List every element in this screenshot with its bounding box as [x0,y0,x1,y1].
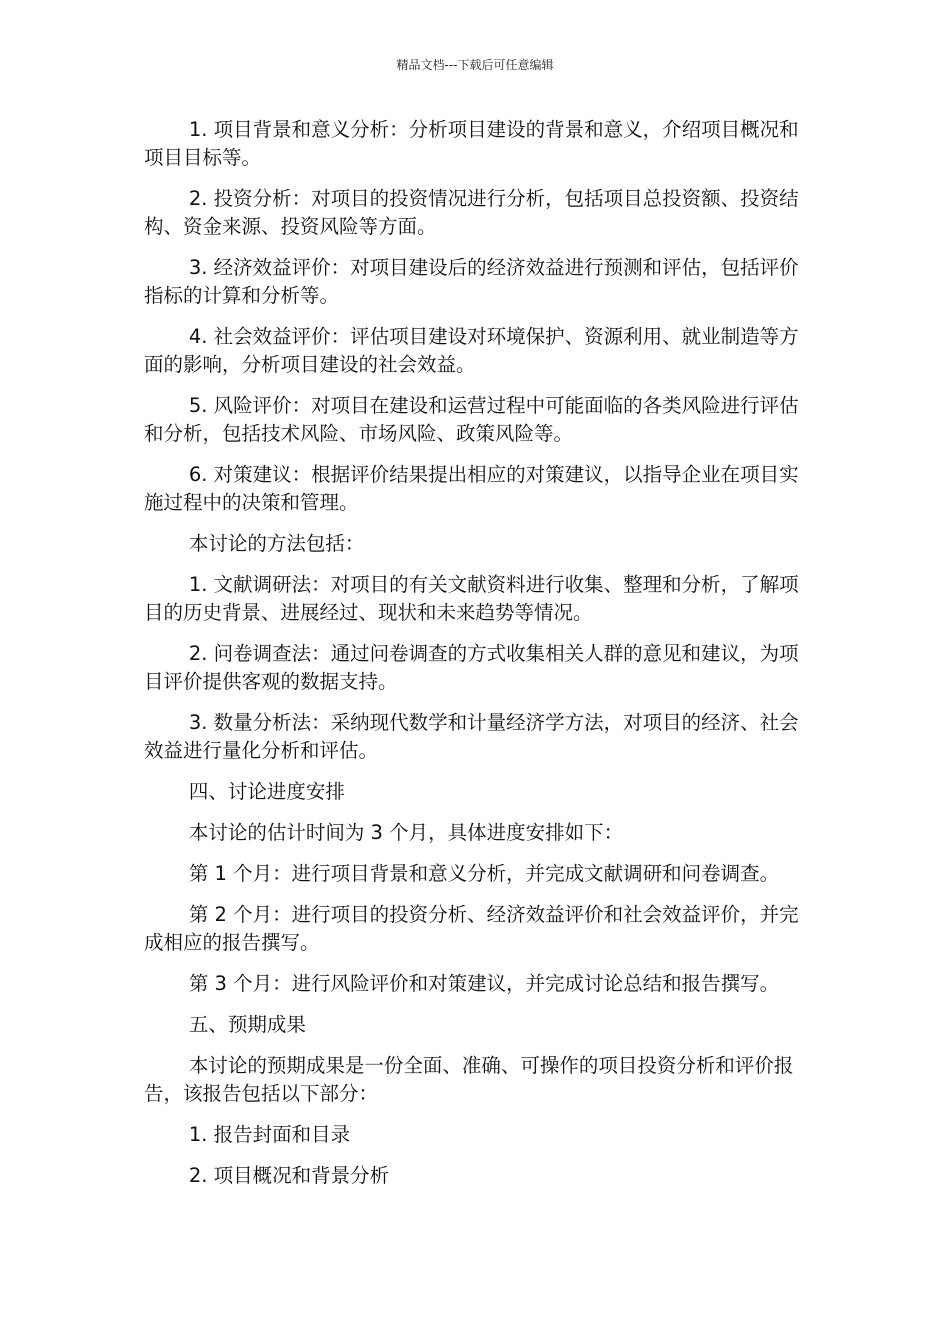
expected-results-intro: 本讨论的预期成果是一份全面、准确、可操作的项目投资分析和评价报告，该报告包括以下部分： [144,1054,794,1105]
report-part-overview: 2. 项目概况和背景分析 [188,1164,390,1187]
section-heading-schedule: 四、讨论进度安排 [188,780,345,803]
method-questionnaire: 2. 问卷调查法：通过问卷调查的方式收集相关人群的意见和建议，为项目评价提供客观的数据支持。 [144,642,799,693]
page-header: 精品文档---下载后可任意编辑 [396,58,554,72]
report-part-cover: 1. 报告封面和目录 [188,1123,351,1146]
schedule-month-2: 第 2 个月：进行项目的投资分析、经济效益评价和社会效益评价，并完成相应的报告撰写。 [144,903,799,954]
methods-intro: 本讨论的方法包括： [188,532,365,555]
list-item-risk-evaluation: 5. 风险评价：对项目在建设和运营过程中可能面临的各类风险进行评估和分析，包括技术风险、市场风险、政策风险等。 [144,394,799,445]
section-heading-expected-results: 五、预期成果 [188,1013,306,1036]
schedule-intro: 本讨论的估计时间为 3 个月，具体进度安排如下： [188,821,624,844]
method-quantitative: 3. 数量分析法：采纳现代数学和计量经济学方法，对项目的经济、社会效益进行量化分析和评估。 [144,711,799,762]
method-literature-review: 1. 文献调研法：对项目的有关文献资料进行收集、整理和分析，了解项目的历史背景、进展经过、现状和未来趋势等情况。 [144,573,799,624]
document-body [144,116,806,1203]
list-item-investment-analysis: 2. 投资分析：对项目的投资情况进行分析，包括项目总投资额、投资结构、资金来源、投资风险等方面。 [144,187,799,238]
list-item-economic-evaluation: 3. 经济效益评价：对项目建设后的经济效益进行预测和评估，包括评价指标的计算和分析等。 [144,256,799,307]
list-item-background-analysis: 1. 项目背景和意义分析：分析项目建设的背景和意义，介绍项目概况和项目目标等。 [144,118,799,169]
list-item-recommendations: 6. 对策建议：根据评价结果提出相应的对策建议，以指导企业在项目实施过程中的决策和管理。 [144,463,799,514]
schedule-month-3: 第 3 个月：进行风险评价和对策建议，并完成讨论总结和报告撰写。 [188,972,780,995]
list-item-social-evaluation: 4. 社会效益评价：评估项目建设对环境保护、资源利用、就业制造等方面的影响，分析项目建设的社会效益。 [144,325,799,376]
schedule-month-1: 第 1 个月：进行项目背景和意义分析，并完成文献调研和问卷调查。 [188,862,780,885]
